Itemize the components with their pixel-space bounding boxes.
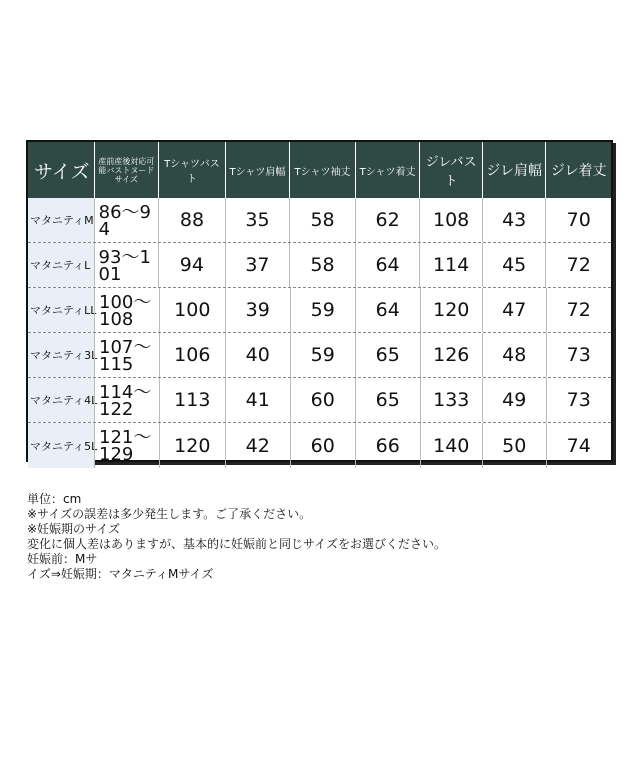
header-tshirt-shoulder: Tシャツ肩幅 [225,142,290,198]
measurement-cell: 60 [290,378,355,422]
size-name-cell: マタニティ3L [28,333,94,377]
size-table [26,140,613,465]
measurement-cell: 108 [419,198,482,242]
header-bust-nude: 産前産後対応可能バストヌードサイズ [94,142,159,198]
measurement-cell: 72 [546,288,611,332]
measurement-cell: 40 [225,333,290,377]
measurement-cell: 70 [545,198,611,242]
measurement-cell: 59 [290,333,355,377]
measurement-cell: 120 [159,423,225,468]
measurement-cell: 65 [355,333,420,377]
measurement-cell: 126 [420,333,483,377]
header-gilet-shoulder: ジレ肩幅 [482,142,546,198]
measurement-cell: 49 [482,378,546,422]
table-header [28,142,611,198]
measurement-cell: 120 [420,288,483,332]
measurement-cell: 64 [355,243,420,287]
measurement-cell: 72 [545,243,611,287]
measurement-cell: 60 [290,423,355,468]
header-size: サイズ [34,160,90,183]
measurement-cell: 50 [482,423,546,468]
bust-range-cell: 107～115 [94,333,159,377]
measurement-cell: 43 [482,198,546,242]
measurement-cell: 94 [158,243,225,287]
measurement-cell: 114 [419,243,482,287]
measurement-cell: 39 [225,288,290,332]
measurement-cell: 66 [355,423,420,468]
measurement-cell: 58 [289,243,355,287]
table-row [28,288,611,333]
measurement-cell: 65 [355,378,420,422]
table-row [28,198,611,243]
table-body [28,198,611,465]
measurement-cell: 100 [159,288,225,332]
measurement-cell: 62 [355,198,420,242]
notes [27,492,587,582]
note-error: ※サイズの誤差は多少発生します。ご了承ください。 [27,507,312,521]
measurement-cell: 74 [546,423,611,468]
note-before: 妊娠前：Mサ [27,552,98,566]
measurement-cell: 37 [225,243,290,287]
measurement-cell: 64 [355,288,420,332]
bust-range-cell: 121～129 [94,423,159,468]
measurement-cell: 73 [546,378,611,422]
size-name-cell: マタニティL [28,243,94,287]
header-gilet-bust: ジレバスト [419,142,482,198]
size-name-cell: マタニティLL [28,288,94,332]
measurement-cell: 140 [420,423,483,468]
header-tshirt-length: Tシャツ着丈 [355,142,420,198]
measurement-cell: 133 [420,378,483,422]
measurement-cell: 88 [158,198,225,242]
size-name-cell: マタニティ5L [28,423,94,468]
measurement-cell: 73 [546,333,611,377]
measurement-cell: 47 [482,288,546,332]
size-name-cell: マタニティM [28,198,94,242]
note-unit: 単位：cm [27,492,82,506]
measurement-cell: 48 [482,333,546,377]
note-mapping: イズ⇒妊娠期：マタニティMサイズ [27,567,214,581]
table-row [28,333,611,378]
table-row [28,378,611,423]
measurement-cell: 106 [159,333,225,377]
bust-range-cell: 86～94 [94,198,159,242]
note-advice: 変化に個人差はありますが、基本的に妊娠前と同じサイズをお選びください。 [27,537,447,551]
measurement-cell: 41 [225,378,290,422]
table-row [28,243,611,288]
measurement-cell: 35 [225,198,290,242]
header-gilet-length: ジレ着丈 [545,142,611,198]
table-row [28,423,611,468]
measurement-cell: 42 [225,423,290,468]
header-tshirt-sleeve: Tシャツ袖丈 [289,142,355,198]
bust-range-cell: 100～108 [94,288,159,332]
bust-range-cell: 93～101 [94,243,159,287]
measurement-cell: 59 [290,288,355,332]
bust-range-cell: 114～122 [94,378,159,422]
note-pregnancy-size: ※妊娠期のサイズ [27,522,121,536]
measurement-cell: 113 [159,378,225,422]
header-tshirt-bust: Tシャツバスト [158,142,225,198]
measurement-cell: 58 [289,198,355,242]
measurement-cell: 45 [482,243,546,287]
size-name-cell: マタニティ4L [28,378,94,422]
